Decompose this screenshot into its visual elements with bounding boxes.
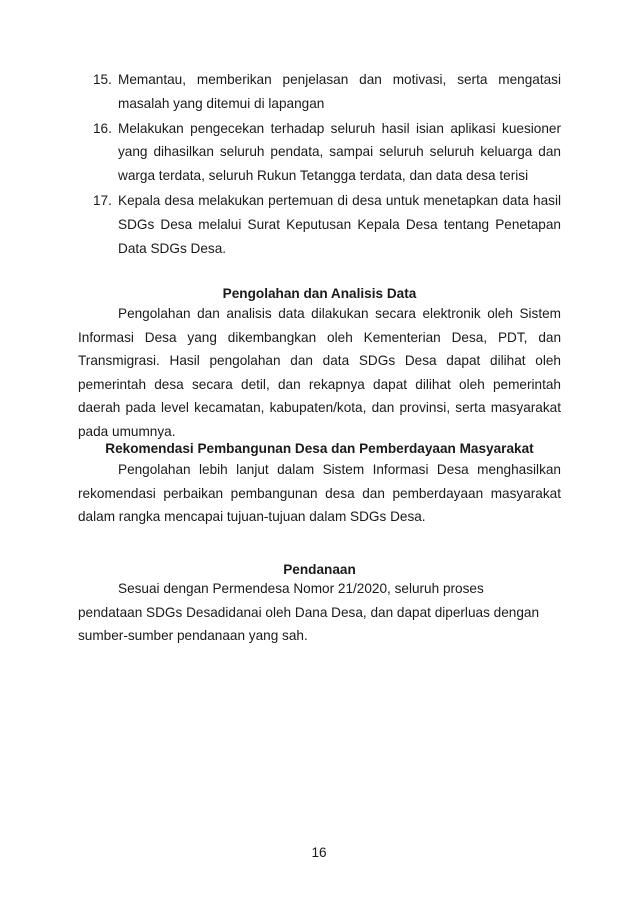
list-item-text: Melakukan pengecekan terhadap seluruh hasil isian aplikasi kuesioner yang dihasilkan seluruh pendata, sampai seluruh seluruh keluarga dan warga terdata, seluruh Rukun Tetangga terdata, dan data desa terisi [118, 120, 561, 184]
list-item [78, 189, 561, 260]
section-body-pendanaan: Sesuai dengan Permendesa Nomor 21/2020, seluruh proses pendataan SDGs Desadidanai oleh Dana Desa, dan dapat diperluas dengan sumber-sumber pendanaan yang sah. [78, 581, 540, 643]
list-item-number: 16. [93, 120, 112, 136]
section-heading-rekomendasi: Rekomendasi Pembangunan Desa dan Pemberdayaan Masyarakat [105, 441, 534, 456]
list-item [78, 117, 561, 188]
list-item-text: Memantau, memberikan penjelasan dan motivasi, serta mengatasi masalah yang ditemui di lapangan [118, 72, 561, 111]
list-item-number: 15. [93, 72, 112, 87]
section-body-pengolahan: Pengolahan dan analisis data dilakukan secara elektronik oleh Sistem Informasi Desa yang dikembangkan oleh Kementerian Desa, PDT, dan Transmigrasi. Hasil pengolahan dan data SDGs Desa dapat dilihat oleh pemerintah desa secara detil, dan rekapnya dapat dilihat oleh pemerintah daerah pada level kecamatan, kabupaten/kota, dan provinsi, serta masyarakat pada umumnya. [78, 306, 561, 439]
list-item-number: 17. [93, 192, 112, 208]
page-number: 16 [311, 845, 327, 860]
section-heading-pengolahan: Pengolahan dan Analisis Data [222, 286, 417, 301]
section-body-rekomendasi: Pengolahan lebih lanjut dalam Sistem Informasi Desa menghasilkan rekomendasi perbaikan pembangunan desa dan pemberdayaan masyarakat dalam rangka mencapai tujuan-tujuan dalam SDGs Desa. [78, 462, 561, 524]
list-item [78, 68, 561, 116]
list-item-text: Kepala desa melakukan pertemuan di desa untuk menetapkan data hasil SDGs Desa melalui Surat Keputusan Kepala Desa tentang Penetapan Data SDGs Desa. [118, 192, 561, 256]
numbered-list [78, 68, 561, 260]
section-heading-pendanaan: Pendanaan [283, 562, 356, 577]
